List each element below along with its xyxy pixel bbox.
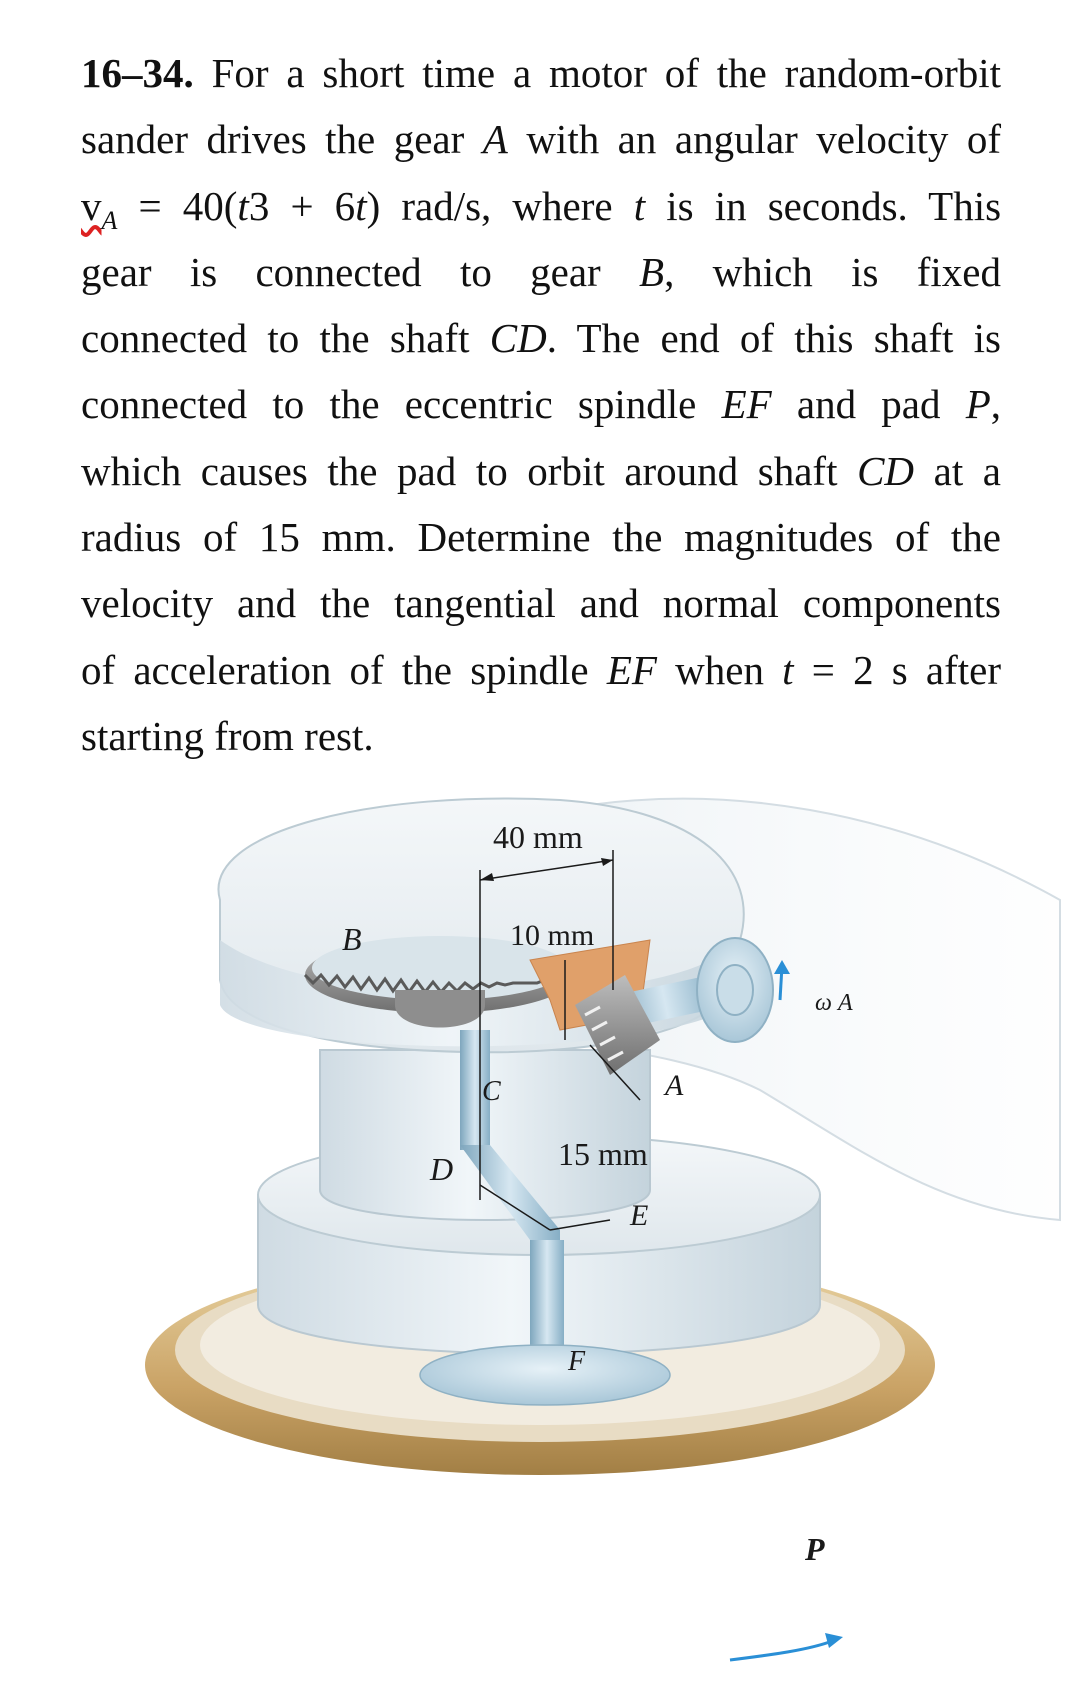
label-omega-a: ω A [815,990,853,1016]
label-f: F [568,1346,586,1377]
label-a: A [665,1069,684,1102]
problem-line-1: 16–34. For a short time a motor of the random-orbit [81,50,1002,96]
problem-line-9: velocity and the tangential and normal components [81,580,1001,627]
problem-line-7: which causes the pad to orbit around shaft CD at a [81,447,1001,494]
pad-motion-arrow-line [730,1640,835,1660]
label-b: B [342,921,362,957]
sander-figure [0,790,1080,1686]
label-p: P [805,1531,825,1567]
problem-line-10: of acceleration of the spindle EF when t = 2 s after [81,646,1002,693]
pad-motion-arrow-head [825,1633,843,1648]
problem-line-6: connected to the eccentric spindle EF and pad P, [81,381,1002,428]
problem-line-3: $v_A = 40(t3 + 6t)$ rad/s, where t is in seconds. This [81,182,1002,235]
problem-line-2: sander drives the gear A with an angular velocity of [81,116,1001,163]
problem-line-4: gear is connected to gear B, which is fixed [81,248,1001,295]
problem-line-8: radius of 15 mm. Determine the magnitudes of the [81,514,1001,561]
dim-label-10mm: 10 mm [510,919,595,952]
dim-label-40mm: 40 mm [493,819,583,855]
label-c: C [482,1076,501,1107]
label-d: D [430,1151,454,1187]
label-e: E [630,1199,649,1232]
problem-line-11: starting from rest. [81,712,374,759]
problem-line-5: connected to the shaft CD. The end of this shaft is [81,315,1001,362]
problem-number: 16–34. [81,50,194,96]
problem-statement [81,40,1001,769]
spindle-disk [420,1345,670,1405]
dim-label-15mm: 15 mm [558,1136,648,1172]
motor-disk-hub [717,965,753,1015]
